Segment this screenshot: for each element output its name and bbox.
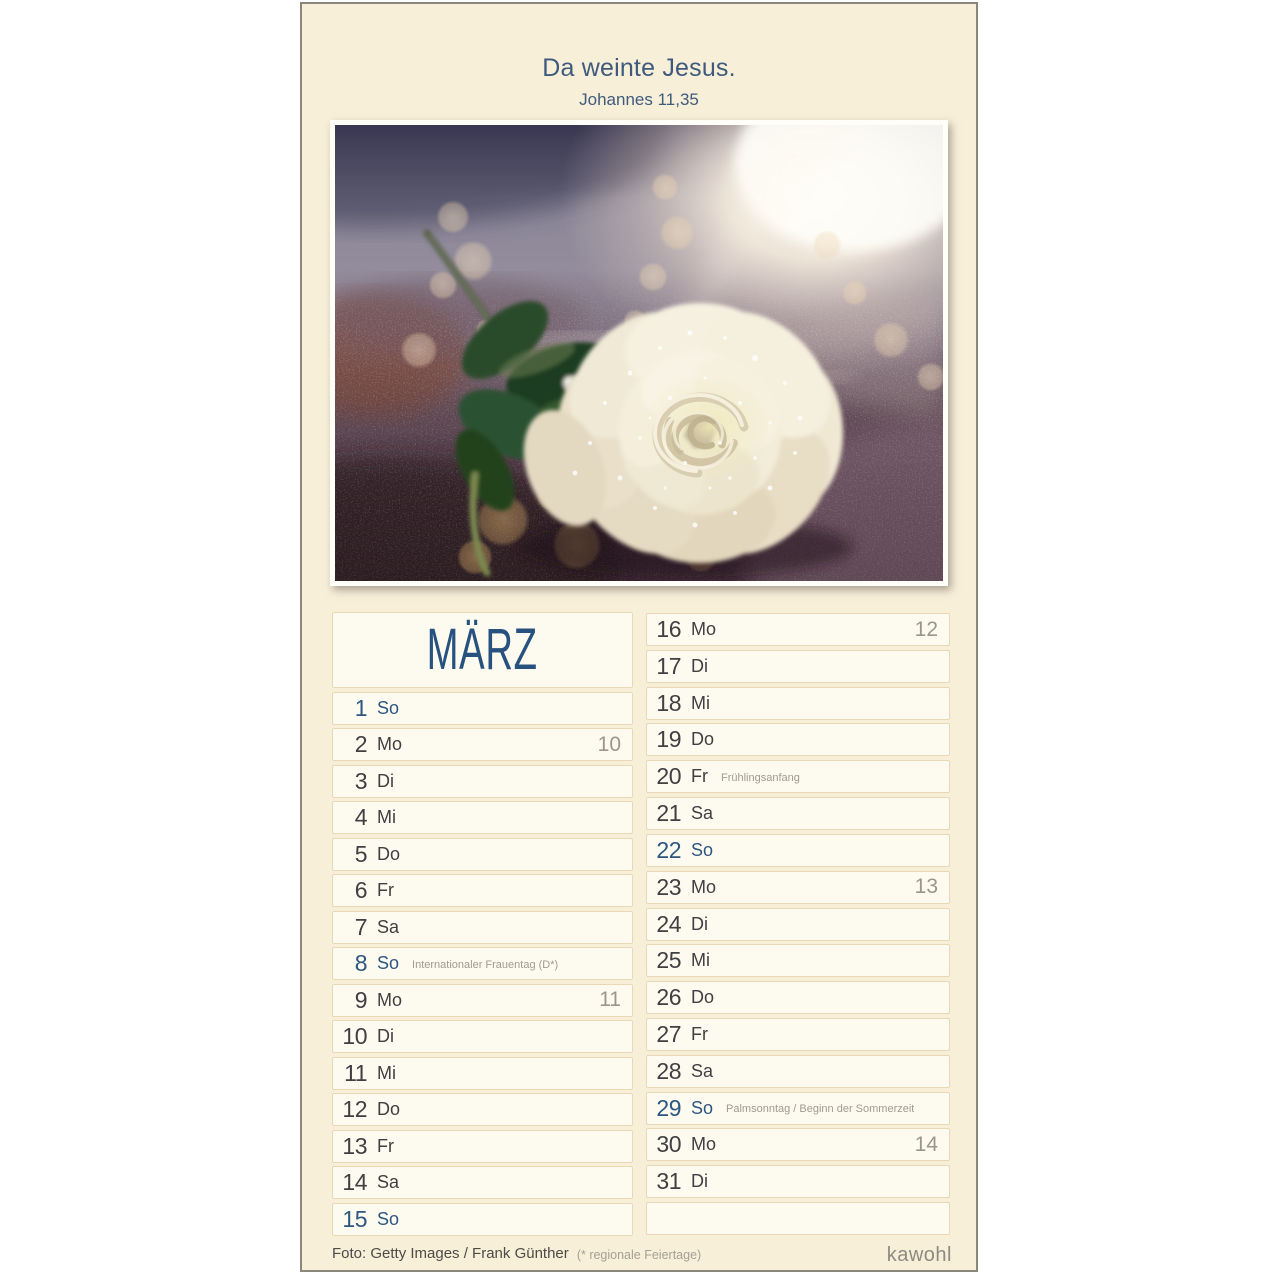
kawohl-logo: kawohl [886,1244,952,1266]
day-row [646,981,950,1014]
day-row [332,911,633,944]
photo-credit: Foto: Getty Images / Frank Günther [332,1245,569,1262]
day-number: 9 [354,986,367,1013]
weekday-abbr: Mi [377,807,396,828]
weekday-abbr: Di [377,1026,394,1047]
weekday-abbr: Do [377,843,401,864]
weekday-abbr: Di [691,1171,708,1192]
day-number: 17 [656,652,681,679]
day-number: 14 [342,1169,367,1196]
day-number: 7 [354,913,367,940]
day-row [646,1128,950,1161]
verse-block [302,54,976,110]
weekday-abbr: Di [691,913,708,934]
month-title: MÄRZ [426,617,539,682]
rose-photo-artwork [335,125,943,581]
day-number: 11 [344,1059,367,1086]
day-row [332,874,633,907]
calendar-page [300,2,978,1272]
day-number: 3 [354,767,367,794]
day-number: 29 [656,1094,681,1121]
day-row [646,1165,950,1198]
day-number: 25 [656,947,681,974]
month-title-cell [332,612,633,688]
day-row [332,984,633,1017]
weekday-abbr: Do [377,1099,401,1120]
day-row [646,797,950,830]
day-row [332,838,633,871]
day-row [332,1057,633,1090]
day-number: 13 [342,1132,367,1159]
day-number: 8 [354,950,367,977]
day-number: 21 [656,800,681,827]
weekday-abbr: Fr [377,880,394,901]
week-number: 12 [914,617,938,641]
day-number: 28 [656,1057,681,1084]
day-row [646,760,950,793]
weekday-abbr: Fr [377,1135,394,1156]
day-row [646,908,950,941]
day-number: 31 [656,1168,681,1195]
weekday-abbr: Mi [691,950,710,971]
weekday-abbr: Sa [691,803,714,824]
holiday-note: Palmsonntag / Beginn der Sommerzeit [726,1103,915,1116]
day-number: 10 [342,1023,367,1050]
weekday-abbr: Do [691,729,715,750]
day-number: 18 [656,689,681,716]
day-row [646,613,950,646]
holiday-note: Frühlingsanfang [721,771,800,784]
weekday-abbr: Mo [691,876,717,897]
day-row [646,650,950,683]
day-number: 20 [656,763,681,790]
day-row [646,723,950,756]
weekday-abbr: Di [691,655,708,676]
week-number: 11 [599,988,621,1012]
weekday-abbr: Do [691,987,715,1008]
verse-text: Da weinte Jesus. [542,54,736,82]
weekday-abbr: So [377,953,400,974]
day-row [332,947,633,980]
day-number: 2 [354,731,367,758]
day-number: 5 [354,840,367,867]
weekday-abbr: Mi [377,1062,396,1083]
empty-row [646,1202,950,1235]
calendar-column-right [646,613,950,1235]
day-number: 22 [656,836,681,863]
weekday-abbr: So [377,697,400,718]
day-row [332,1166,633,1199]
day-row [646,1092,950,1125]
day-number: 26 [656,984,681,1011]
weekday-abbr: Sa [377,1172,400,1193]
day-row [646,687,950,720]
verse-reference: Johannes 11,35 [579,90,699,109]
weekday-abbr: Fr [691,1023,708,1044]
weekday-abbr: So [377,1208,400,1229]
calendar-column-left [332,612,633,1236]
weekday-abbr: Di [377,770,394,791]
holiday-note: Internationaler Frauentag (D*) [412,958,559,971]
rose-photo [330,120,948,586]
day-row [332,801,633,834]
day-number: 23 [656,873,681,900]
weekday-abbr: Mo [377,734,403,755]
day-number: 12 [342,1096,367,1123]
day-number: 30 [656,1131,681,1158]
day-row [646,944,950,977]
week-number: 13 [914,875,938,899]
day-number: 16 [656,616,681,642]
day-number: 15 [342,1205,367,1232]
day-number: 19 [656,726,681,753]
weekday-abbr: Mi [691,692,710,713]
weekday-abbr: Sa [691,1060,714,1081]
regional-holidays-note: (* regionale Feiertage) [576,1248,702,1262]
day-number: 6 [354,877,367,904]
day-number: 4 [354,804,367,831]
day-number: 24 [656,910,681,937]
weekday-abbr: Fr [691,766,708,787]
day-row [646,1055,950,1088]
day-number: 1 [354,694,367,721]
weekday-abbr: Sa [377,916,400,937]
day-row [332,692,633,725]
page-footer [302,1242,976,1268]
weekday-abbr: So [691,1097,714,1118]
weekday-abbr: Mo [377,989,403,1010]
day-row [646,871,950,904]
weekday-abbr: Mo [691,619,717,639]
day-row [332,1020,633,1053]
day-row [646,1018,950,1051]
day-row [332,728,633,761]
weekday-abbr: So [691,839,714,860]
day-row [332,1093,633,1126]
day-row [646,834,950,867]
day-row [332,1203,633,1236]
day-row [332,765,633,798]
weekday-abbr: Mo [691,1134,717,1155]
week-number: 10 [597,732,621,756]
day-row [332,1130,633,1163]
day-number: 27 [656,1020,681,1047]
week-number: 14 [914,1132,938,1156]
